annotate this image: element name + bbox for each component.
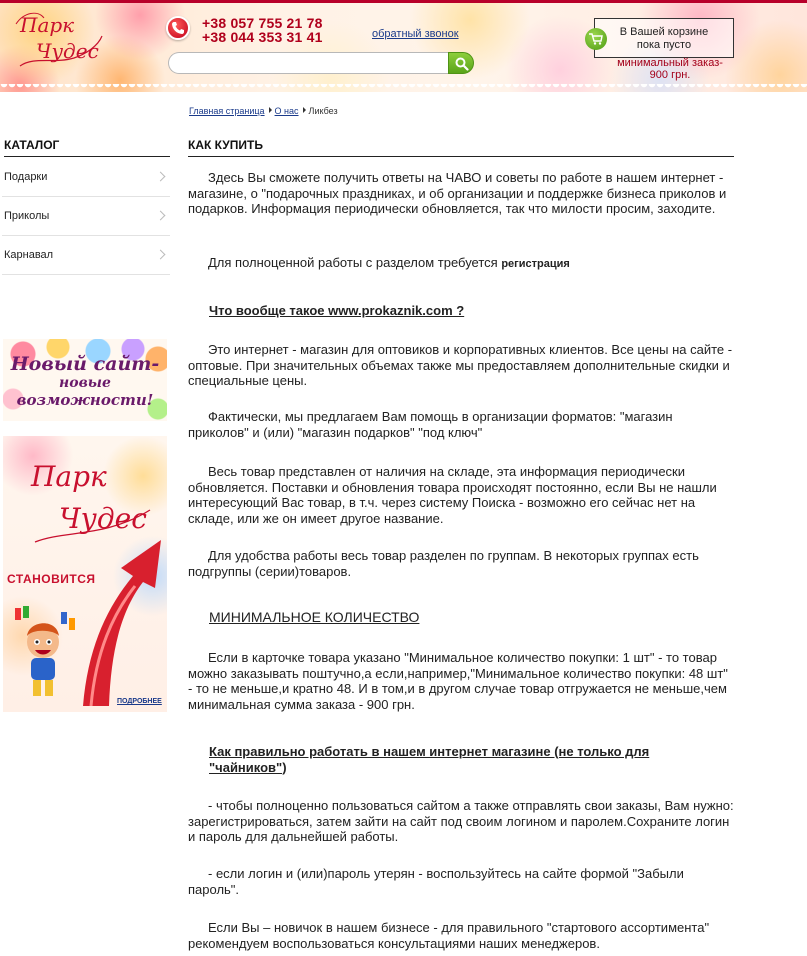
cart-icon[interactable]	[585, 28, 607, 50]
registration-link[interactable]: регистрация	[501, 258, 570, 270]
paragraph-forgot-password: - если логин и (или)пароль утерян - воспользуйтесь на сайте формой "Забыли пароль".	[188, 866, 684, 897]
sidebar-item-gifts[interactable]	[2, 158, 170, 197]
breadcrumb-about-link[interactable]: О нас	[274, 106, 299, 116]
site-header	[0, 0, 807, 92]
search-button[interactable]	[448, 52, 474, 74]
banner-line-1: Новый сайт-	[10, 353, 160, 375]
cart-status-line-2: пока пусто	[636, 39, 692, 51]
sidebar-item-label: Карнавал	[4, 249, 54, 261]
sidebar-item-label: Подарки	[4, 171, 48, 183]
new-site-banner-text	[3, 353, 167, 409]
phone-number-2: +38 044 353 31 41	[202, 29, 323, 45]
chevron-right-icon	[156, 211, 166, 221]
breadcrumb-current: Ликбез	[308, 106, 338, 116]
registration-text: Для полноценной работы с разделом требуется	[208, 255, 498, 270]
banner-becomes-text: СТАНОВИТСЯ	[7, 572, 96, 586]
min-order-note	[606, 57, 734, 81]
min-order-line-1: минимальный заказ-	[617, 57, 723, 69]
heading-what-is-site: Что вообще такое www.prokaznik.com ?	[209, 303, 465, 318]
banner-line-3: возможности!	[16, 391, 154, 409]
paragraph-groups: Для удобства работы весь товар разделен по группам. В некоторых группах есть подгруппы (серии)товаров.	[188, 548, 699, 579]
catalog-title: КАТАЛОГ	[4, 138, 170, 157]
banner-logo-word-1: Парк	[31, 460, 107, 493]
paragraph-newcomer: Если Вы – новичок в нашем бизнесе - для правильного "стартового ассортимента" рекомендуем воспользоваться консультациями наших менеджеров.	[188, 920, 710, 951]
logo-word-1: Парк	[20, 13, 75, 37]
search-input[interactable]	[169, 53, 452, 73]
phone-number-1: +38 057 755 21 78	[202, 15, 323, 31]
chevron-right-icon	[156, 172, 166, 182]
park-chudes-banner[interactable]	[3, 436, 167, 712]
breadcrumb-home-link[interactable]: Главная страница	[189, 106, 265, 116]
breadcrumb-arrow-icon	[269, 107, 272, 113]
paragraph-formats: Фактически, мы предлагаем Вам помощь в организации форматов: "магазин приколов" и (или) "магазин подарков" "под ключ"	[188, 409, 673, 440]
cartoon-boy-illustration	[11, 606, 81, 701]
park-chudes-banner-logo	[25, 450, 155, 550]
chevron-right-icon	[156, 250, 166, 260]
heading-min-quantity: МИНИМАЛЬНОЕ КОЛИЧЕСТВО	[209, 609, 420, 625]
search-box	[168, 52, 452, 74]
breadcrumb-arrow-icon	[303, 107, 306, 113]
logo-word-2: Чудес	[36, 39, 99, 63]
registration-paragraph	[188, 255, 734, 273]
header-scallop-edge	[0, 84, 807, 92]
sidebar-item-carnival[interactable]	[2, 236, 170, 275]
cart-status-line-1: В Вашей корзине	[619, 26, 709, 38]
paragraph-about-store: Это интернет - магазин для оптовиков и корпоративных клиентов. Все цены на сайте - оптовые. При значительных объемах также мы предоставляем дополнительные скидки и специальные цены.	[188, 342, 733, 388]
header-top-line	[0, 0, 807, 3]
heading-how-to-work: Как правильно работать в нашем интернет магазине (не только для "чайников")	[209, 744, 650, 775]
sidebar-item-pranks[interactable]	[2, 197, 170, 236]
page-title: КАК КУПИТЬ	[188, 138, 734, 157]
banner-more-link[interactable]: ПОДРОБНЕЕ	[117, 698, 162, 705]
paragraph-registration-steps: - чтобы полноценно пользоваться сайтом а также отправлять свои заказы, Вам нужно: зарегистрироваться, затем зайти на сайт под своим логином и паролем.Сохраните логин и пароль для дальнейшей работы.	[188, 798, 734, 844]
breadcrumb	[189, 106, 338, 116]
cart-box[interactable]	[594, 18, 734, 58]
new-site-banner[interactable]	[3, 339, 167, 421]
min-order-line-2: 900 грн.	[649, 69, 691, 81]
search-icon	[455, 57, 469, 71]
sidebar-item-label: Приколы	[4, 210, 50, 222]
callback-link[interactable]: обратный звонок	[372, 28, 459, 40]
intro-paragraph: Здесь Вы сможете получить ответы на ЧАВО и советы по работе в нашем интернет - магазине, о "подарочных праздниках, и об организации и поддержке бизнеса приколов и подарков. Информация периодически обновляется, так что милости просим, заходите.	[188, 170, 727, 216]
paragraph-stock: Весь товар представлен от наличия на складе, эта информация периодически обновляется. Поставки и обновления товара происходят постоянно, если Вы не нашли интересующий Вас товар, в т.ч. через систему Поиска - возможно его сейчас нет на складе, или же он имеет другое название.	[188, 464, 717, 526]
banner-line-2: новые	[59, 375, 111, 391]
park-chudes-logo[interactable]	[14, 6, 104, 72]
paragraph-min-quantity: Если в карточке товара указано "Минимальное количество покупки: 1 шт" - то товар можно заказывать поштучно,а если,например,"Минимальное количество покупки: 48 шт" - то не меньше,и кратно 48. И в том,и в другом случае товар отгружается не меньше,чем минимальная сумма заказа - 900 грн.	[188, 650, 728, 712]
phone-icon	[166, 16, 190, 40]
banner-logo-word-2: Чудес	[59, 502, 147, 535]
